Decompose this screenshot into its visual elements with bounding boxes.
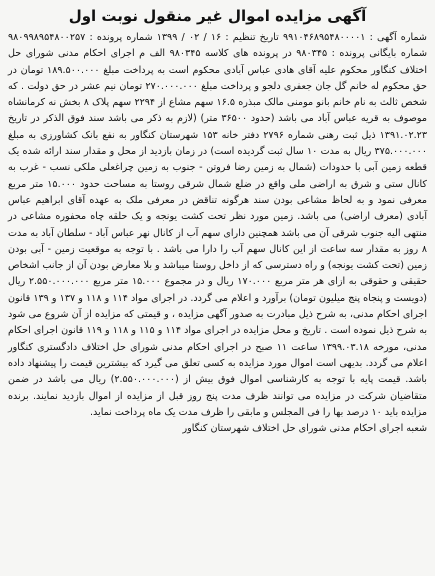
notice-signature: شعبه اجرای احکام مدنی شورای حل اختلاف شهرستان کنگاور xyxy=(182,423,427,435)
notice-body: شماره آگهی : ۹۹۱۰۴۶۸۹۵۴۸۰۰۰۰۱ تاریخ تنظیم : ۱۶ / ۰۲ / ۱۳۹۹ شماره پرونده : ۹۸۰۹۹۸۹۵۴۸۰۰۲۵۷ شماره بایگانی پرونده : ۹۸۰۳۴۵ در پرونده های کلاسه ۹۸۰۳۴۵ الف م اجرای احکام مدنی شورای حل اختلاف کنگاور محکوم علیه آقای هادی عباس آبادی محکوم است به پرداخت مبلغ ۱۸۹.۵۰۰.۰۰۰ تومان در حق محکوم له خانم گل جان جعفری دلجو و پرداخت مبلغ ۲۷۰.۰۰۰.۰۰۰ تومان نیم عشر در حق دولت . که شخص ثالث به نام خانم بانو مومنی مالک مبذره ۱۶.۵ سهم مشاع از ۲۲۹۴ سهم پلاک ۸ بخش نه کرمانشاه موصوف به قریه عباس آباد می باشد (حدود ۳۶۵۰۰ متر) (لازم به ذکر می باشد سند فوق الذکر در تاریخ ۱۳۹۱.۰۲.۲۳ ذیل ثبت رهنی شماره ۲۷۹۶ دفتر خانه ۱۵۳ شهرستان کنگاور به نفع بانک کشاورزی به مبلغ ۳۷۵.۰۰۰.۰۰۰ ریال به مدت ۱۰ سال ثبت گردیده است) در زمان بازدید از محل و مقدار سند ارائه شده یک قطعه زمین آبی با حدودات (شمال به زمین رضا فروتن - جنوب به زمین چراغعلی ملکی نسب - غرب به کانال ستی و شرق به اراضی ملی واقع در ضلع شمال شرقی روستا به مساحت حدود ۱۵.۰۰۰ متر مربع معرفی نمود و به لحاظ مشاعی بودن سند هرگونه تناقض در معرفی ملک به عهده آقای ابراهیم عباس آبادی (معرف اراضی) می باشد. زمین مورد نظر تحت کشت یونجه و یک حلقه چاه محفوره مشاعی در منتهی الیه جنوب شرقی آن می باشد همچنین دارای سهم آب از کانال نهر عباس آباد - سلطان آباد به مدت ۸ روز به مقدار سه ساعت از این کانال سهم آب را دارا می باشد . با توجه به موقعیت زمین - آبی بودن زمین (تحت کشت یونجه) و راه دسترسی که از داخل روستا میباشد و بلا معارض بودن آن از جانب اشخاص حقیقی و حقوقی به ازای هر متر مربع ۱۷۰.۰۰۰ ریال و در مجموع ۱۵.۰۰۰ متر مربع ۲.۵۵۰.۰۰۰.۰۰۰ ریال (دویست و پنجاه پنج میلیون تومان) برآورد و اعلام می گردد. در اجرای مواد ۱۱۴ و ۱۱۸ و ۱۳۷ و ۱۳۹ قانون اجرای احکام مدنی، به شرح ذیل مبادرت به صدور آگهی مزایده ، و قیمتی که مزایده از آن شروع می شود به شرح ذیل نموده است . تاریخ و محل مزایده در اجرای مواد ۱۱۴ و ۱۱۵ و ۱۱۸ و ۱۱۹ قانون اجرای احکام مدنی، مورخه ۱۳۹۹.۰۳.۱۸ ساعت ۱۱ صبح در اجرای احکام مدنی شورای حل اختلاف دادگستری کنگاور اعلام می گردد. بدیهی است اموال مورد مزایده به کسی تعلق می گیرد که بیشترین قیمت را پیشنهاد داده باشد. قیمت پایه با توجه به کارشناسی اموال فوق بیش از (۲.۵۵۰.۰۰۰.۰۰۰) ریال می باشد در ضمن متقاضیان شرکت در مزایده می توانند ظرف مدت پنج روز قبل از مزایده از اموال بازدید نمایند. برنده مزایده باید ۱۰ درصد بها را فی المجلس و مابقی را ظرف مدت یک ماه پرداخت نماید. xyxy=(8,32,428,418)
notice-title: آگهی مزایده اموال غیر منقول نوبت اول xyxy=(68,7,367,25)
